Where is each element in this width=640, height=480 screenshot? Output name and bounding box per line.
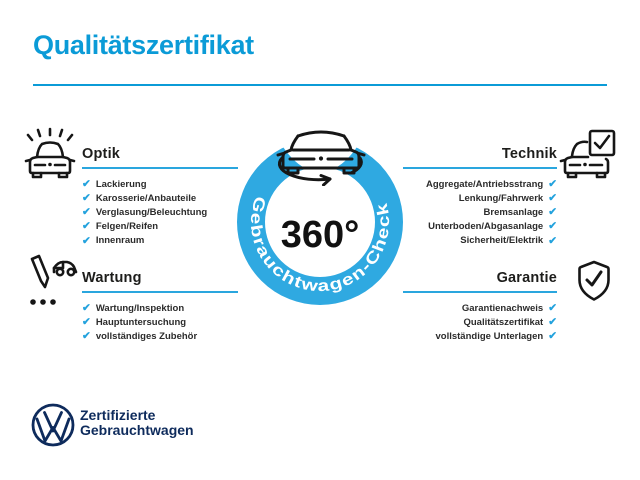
section-divider (403, 167, 557, 169)
section-wartung (82, 270, 238, 344)
section-technik (403, 146, 557, 248)
checklist-item-label: Garantienachweis (461, 302, 544, 314)
checklist-item-label: Bremsanlage (483, 206, 544, 218)
checklist-item-label: Lenkung/Fahrwerk (458, 192, 544, 204)
checklist-item-label: Unterboden/Abgasanlage (428, 221, 544, 233)
checklist-item (82, 315, 238, 329)
checklist-item (82, 234, 238, 248)
car-rotation-icon (274, 122, 368, 186)
section-optik (82, 146, 238, 248)
pencil-car-checklist-icon (24, 252, 78, 310)
brand-line2: Gebrauchtwagen (80, 421, 194, 438)
check-icon: ✔ (548, 316, 557, 329)
check-icon: ✔ (82, 192, 91, 205)
brand-text (80, 408, 194, 437)
section-divider (82, 291, 238, 293)
check-icon: ✔ (548, 234, 557, 247)
section-divider (403, 291, 557, 293)
checklist-item-label: Lackierung (95, 178, 147, 190)
check-icon: ✔ (82, 234, 91, 247)
checklist-item-label: Wartung/Inspektion (95, 302, 185, 314)
section-divider (82, 167, 238, 169)
check-icon: ✔ (82, 177, 91, 190)
degree-label: 360° (280, 214, 360, 256)
optik-checklist (82, 177, 238, 248)
checklist-item (403, 205, 557, 219)
section-heading-technik: Technik (501, 146, 557, 162)
shiny-car-icon (24, 127, 76, 179)
section-heading-wartung: Wartung (82, 270, 142, 286)
technik-checklist (403, 177, 557, 248)
car-checkbox-icon (558, 128, 618, 186)
checklist-item-label: Hauptuntersuchung (95, 316, 187, 328)
check-icon: ✔ (548, 220, 557, 233)
checklist-item-label: Qualitätszertifikat (463, 316, 544, 328)
checklist-item (82, 177, 238, 191)
page-title: Qualitätszertifikat (33, 30, 254, 60)
checklist-item (82, 220, 238, 234)
checklist-item (82, 329, 238, 343)
title-divider (33, 84, 607, 86)
check-icon: ✔ (82, 316, 91, 329)
shield-check-icon (574, 259, 614, 303)
checklist-item (403, 177, 557, 191)
check-icon: ✔ (548, 192, 557, 205)
section-heading-optik: Optik (82, 146, 121, 162)
wartung-checklist (82, 301, 238, 344)
section-garantie (403, 270, 557, 344)
checklist-item-label: Sicherheit/Elektrik (460, 235, 544, 247)
section-heading-garantie: Garantie (496, 270, 557, 286)
checklist-item (403, 234, 557, 248)
checklist-item-label: Felgen/Reifen (95, 221, 159, 233)
checklist-item (82, 301, 238, 315)
check-icon: ✔ (548, 330, 557, 343)
check-icon: ✔ (548, 301, 557, 314)
check-icon: ✔ (548, 206, 557, 219)
checklist-item-label: Innenraum (95, 235, 145, 247)
checklist-item (403, 315, 557, 329)
checklist-item (403, 301, 557, 315)
check-icon: ✔ (82, 206, 91, 219)
checklist-item (403, 191, 557, 205)
checklist-item-label: vollständiges Zubehör (95, 330, 198, 342)
check-icon: ✔ (82, 301, 91, 314)
garantie-checklist (403, 301, 557, 344)
checklist-item (403, 329, 557, 343)
checklist-item (82, 191, 238, 205)
brand-line1: Zertifizierte (80, 407, 156, 423)
checklist-item-label: Aggregate/Antriebsstrang (426, 178, 544, 190)
checklist-item-label: Karosserie/Anbauteile (95, 192, 197, 204)
vw-logo (30, 402, 76, 448)
check-icon: ✔ (82, 330, 91, 343)
check-icon: ✔ (548, 177, 557, 190)
checklist-item-label: vollständige Unterlagen (435, 330, 544, 342)
checklist-item (82, 205, 238, 219)
ring-label: Gebrauchtwagen-Check (246, 194, 394, 296)
checklist-item (403, 220, 557, 234)
checklist-item-label: Verglasung/Beleuchtung (95, 206, 208, 218)
check-icon: ✔ (82, 220, 91, 233)
